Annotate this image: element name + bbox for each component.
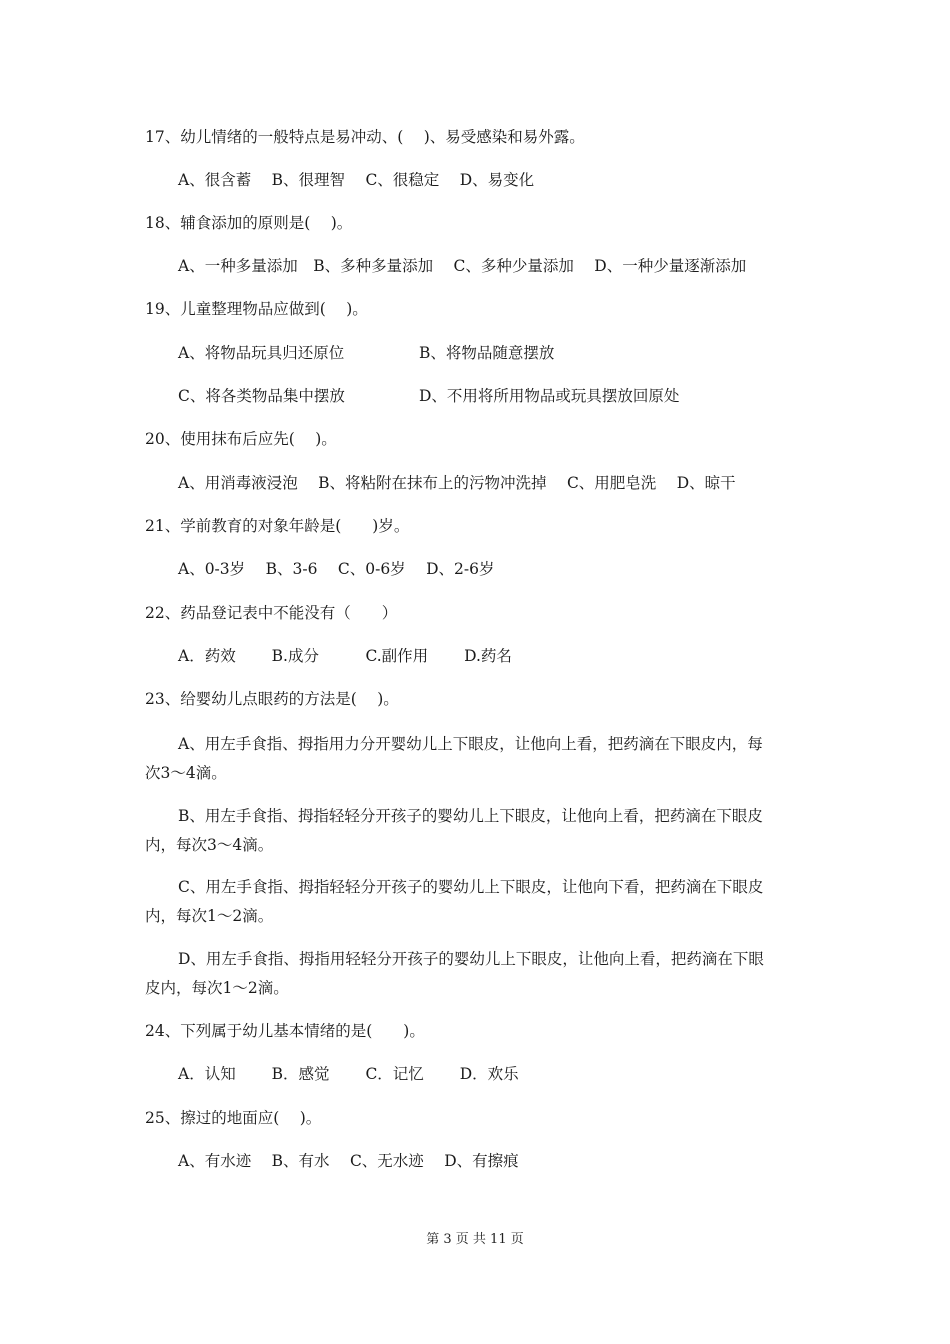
question-19-option-b: B、将物品随意摆放 bbox=[419, 344, 555, 362]
question-23-option-d-line-1: D、用左手食指、拇指用轻轻分开孩子的婴幼儿上下眼皮，让他向上看，把药滴在下眼 bbox=[178, 950, 764, 968]
question-19-stem: 19、儿童整理物品应做到( )。 bbox=[145, 300, 368, 318]
question-21-stem: 21、学前教育的对象年龄是( )岁。 bbox=[145, 517, 410, 535]
page-number-footer: 第 3 页 共 11 页 bbox=[426, 1232, 524, 1247]
question-23-stem: 23、给婴幼儿点眼药的方法是( )。 bbox=[145, 690, 399, 708]
question-23-option-c-line-1: C、用左手食指、拇指轻轻分开孩子的婴幼儿上下眼皮，让他向下看，把药滴在下眼皮 bbox=[178, 878, 764, 896]
question-21-options: A、0-3岁 B、3-6 C、0-6岁 D、2-6岁 bbox=[178, 560, 495, 578]
question-25-stem: 25、擦过的地面应( )。 bbox=[145, 1109, 322, 1127]
question-24-options: A．认知 B．感觉 C．记忆 D．欢乐 bbox=[178, 1065, 519, 1083]
question-23-option-a-line-2: 次3～4滴。 bbox=[145, 764, 227, 782]
question-23-option-b-line-1: B、用左手食指、拇指轻轻分开孩子的婴幼儿上下眼皮，让他向上看，把药滴在下眼皮 bbox=[178, 807, 763, 825]
question-20-options: A、用消毒液浸泡 B、将粘附在抹布上的污物冲洗掉 C、用肥皂洗 D、晾干 bbox=[178, 474, 736, 492]
question-19-option-d: D、不用将所用物品或玩具摆放回原处 bbox=[419, 387, 680, 405]
question-23-option-c-line-2: 内，每次1～2滴。 bbox=[145, 907, 274, 925]
question-19-option-a: A、将物品玩具归还原位 bbox=[178, 344, 345, 362]
question-23-option-a-line-1: A、用左手食指、拇指用力分开婴幼儿上下眼皮，让他向上看，把药滴在下眼皮内，每 bbox=[178, 735, 763, 753]
question-17-options: A、很含蓄 B、很理智 C、很稳定 D、易变化 bbox=[178, 171, 535, 189]
question-24-stem: 24、下列属于幼儿基本情绪的是( )。 bbox=[145, 1022, 425, 1040]
question-22-stem: 22、药品登记表中不能没有（ ） bbox=[145, 604, 398, 622]
question-19-option-c: C、将各类物品集中摆放 bbox=[178, 387, 345, 405]
question-23-option-d-line-2: 皮内，每次1～2滴。 bbox=[145, 979, 289, 997]
question-20-stem: 20、使用抹布后应先( )。 bbox=[145, 430, 337, 448]
question-18-options: A、一种多量添加 B、多种多量添加 C、多种少量添加 D、一种少量逐渐添加 bbox=[178, 257, 747, 275]
question-17-stem: 17、幼儿情绪的一般特点是易冲动、( )、易受感染和易外露。 bbox=[145, 128, 585, 146]
question-18-stem: 18、辅食添加的原则是( )。 bbox=[145, 214, 353, 232]
question-23-option-b-line-2: 内，每次3～4滴。 bbox=[145, 836, 274, 854]
question-22-options: A．药效 B.成分 C.副作用 D.药名 bbox=[178, 647, 512, 665]
question-25-options: A、有水迹 B、有水 C、无水迹 D、有擦痕 bbox=[178, 1152, 519, 1170]
